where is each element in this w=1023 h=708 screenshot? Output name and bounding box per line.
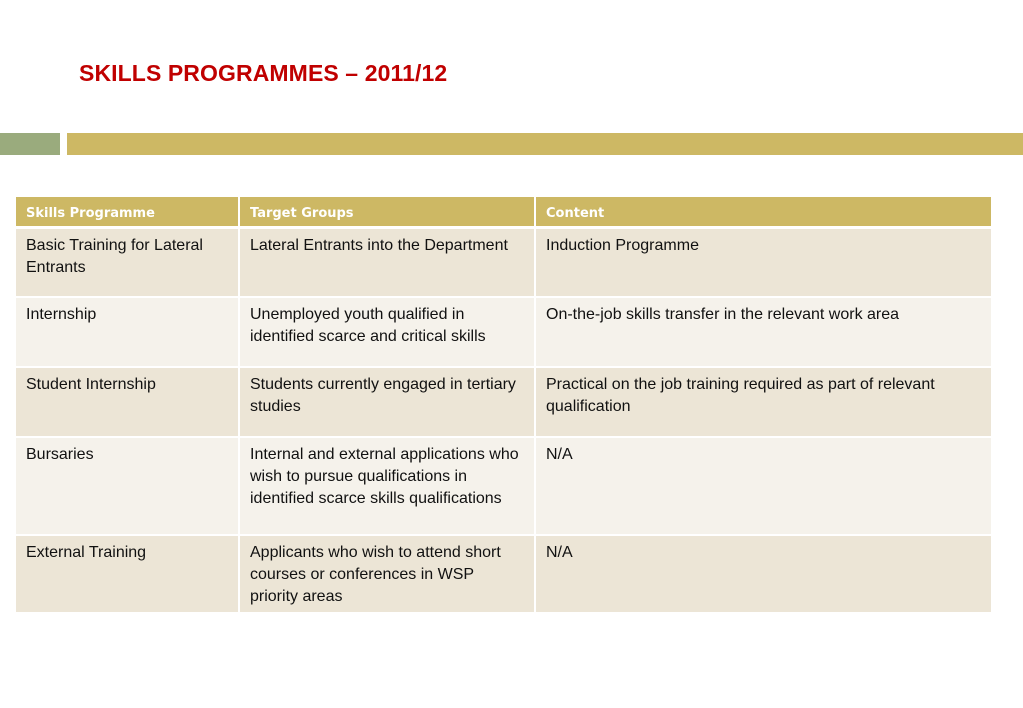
header-skills-programme: Skills Programme xyxy=(16,197,239,227)
cell-skills-programme: Basic Training for Lateral Entrants xyxy=(16,227,239,297)
cell-target-groups: Applicants who wish to attend short courses or conferences in WSP priority areas xyxy=(239,535,535,613)
page-title: SKILLS PROGRAMMES – 2011/12 xyxy=(79,60,448,86)
table-header-row xyxy=(16,197,991,227)
cell-target-groups: Lateral Entrants into the Department xyxy=(239,227,535,297)
cell-content: N/A xyxy=(535,535,991,613)
table-row xyxy=(16,367,991,437)
cell-content: On-the-job skills transfer in the relevant work area xyxy=(535,297,991,367)
skills-table-container xyxy=(16,197,991,614)
cell-target-groups: Students currently engaged in tertiary studies xyxy=(239,367,535,437)
cell-content: Induction Programme xyxy=(535,227,991,297)
cell-skills-programme: Student Internship xyxy=(16,367,239,437)
cell-target-groups: Internal and external applications who wish to pursue qualifications in identified scarce skills qualifications xyxy=(239,437,535,535)
table-row xyxy=(16,535,991,613)
table-row xyxy=(16,227,991,297)
decorative-bar-gold xyxy=(67,133,1023,155)
cell-content: N/A xyxy=(535,437,991,535)
cell-content: Practical on the job training required as part of relevant qualification xyxy=(535,367,991,437)
cell-target-groups: Unemployed youth qualified in identified scarce and critical skills xyxy=(239,297,535,367)
decorative-bar-green xyxy=(0,133,60,155)
skills-programmes-table xyxy=(16,197,991,614)
header-target-groups: Target Groups xyxy=(239,197,535,227)
table-row xyxy=(16,297,991,367)
table-row xyxy=(16,437,991,535)
cell-skills-programme: Bursaries xyxy=(16,437,239,535)
header-content: Content xyxy=(535,197,991,227)
cell-skills-programme: External Training xyxy=(16,535,239,613)
cell-skills-programme: Internship xyxy=(16,297,239,367)
